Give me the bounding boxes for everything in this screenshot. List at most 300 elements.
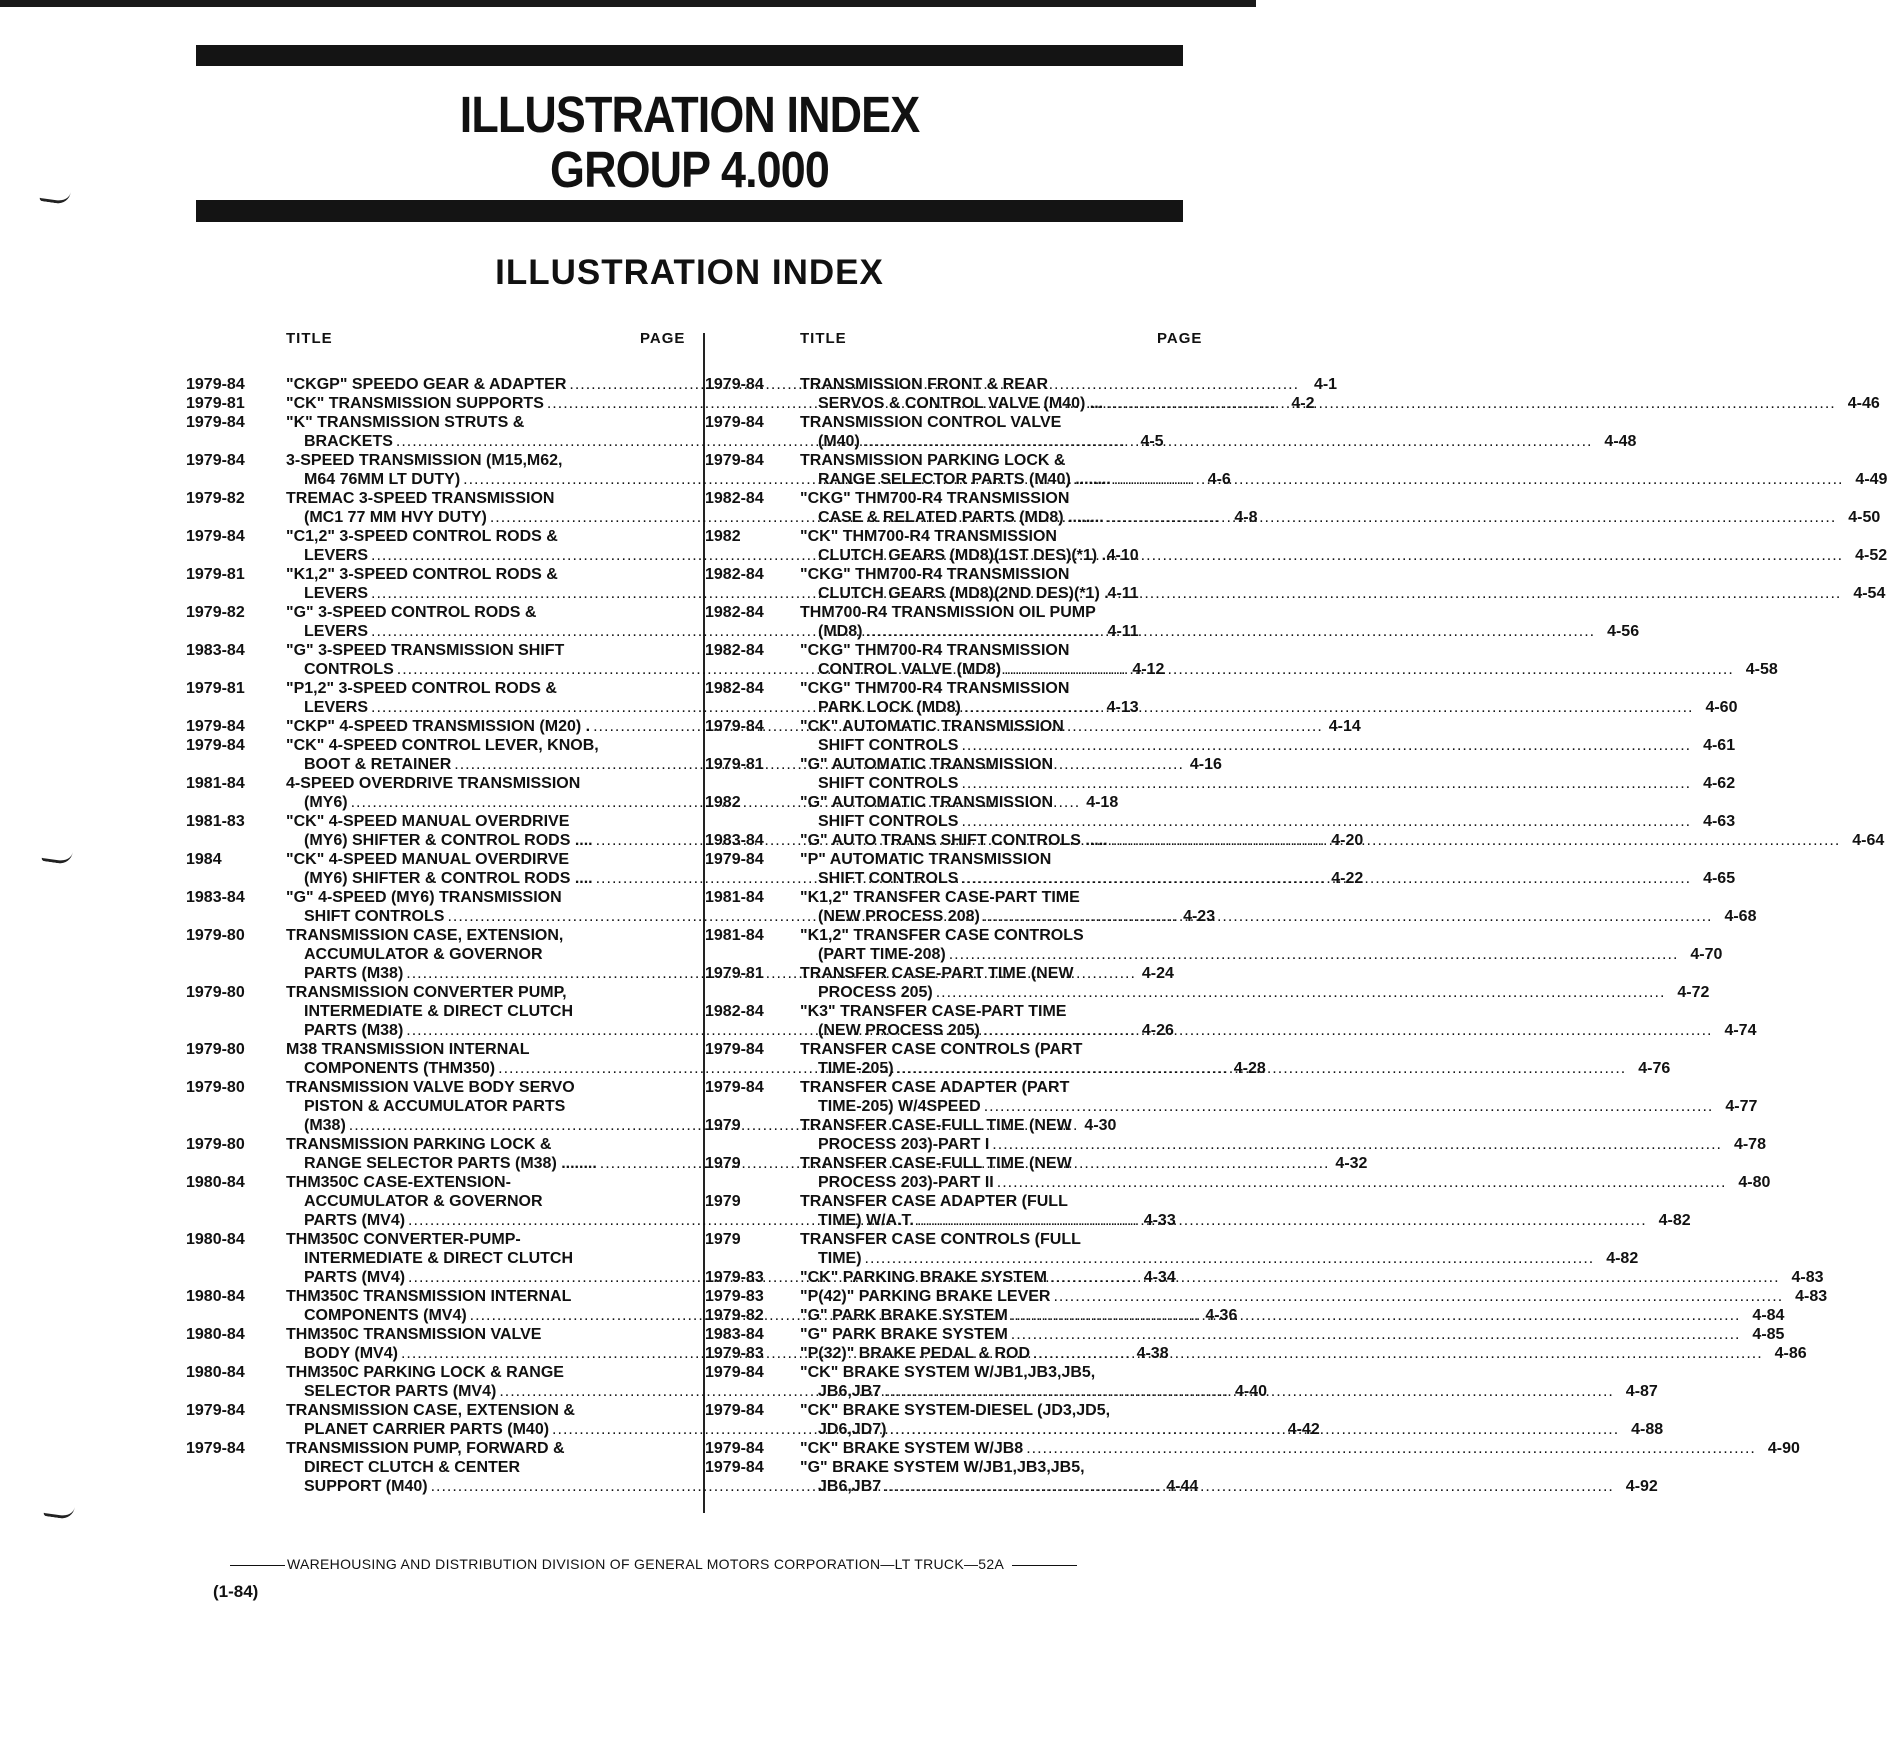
entry-years: 1979-82 <box>186 490 245 507</box>
entry-page-number: 4-78 <box>1733 1136 1766 1153</box>
entry-title-line <box>800 508 1836 527</box>
entry-page-number: 4-68 <box>1724 908 1757 925</box>
entry-page-number: 4-33 <box>1143 1212 1176 1229</box>
footer-credit <box>230 1556 1077 1572</box>
entry-page-number: 4-24 <box>1141 965 1174 982</box>
entry-page-number: 4-32 <box>1335 1155 1368 1172</box>
dot-leader <box>1111 831 1841 850</box>
entry-years: 1979 <box>705 1193 741 1210</box>
dot-leader <box>961 736 1691 755</box>
entry-title-text: TRANSMISSION FRONT & REAR <box>800 376 1048 393</box>
entry-title-text: (NEW PROCESS 208) <box>818 908 980 925</box>
entry-title-text: "CK" 4-SPEED CONTROL LEVER, KNOB, <box>286 737 599 754</box>
entry-title-text: "CK" BRAKE SYSTEM W/JB1,JB3,JB5, <box>800 1364 1096 1381</box>
entry-title-line <box>800 413 1592 432</box>
entry-page-number: 4-34 <box>1143 1269 1176 1286</box>
entry-title-text: TRANSMISSION CONTROL VALVE <box>800 414 1062 431</box>
entry-page-number: 4-23 <box>1183 908 1216 925</box>
entry-title-line <box>800 1097 1713 1116</box>
entry-years: 1979-84 <box>705 414 764 431</box>
entry-years: 1981-84 <box>705 889 764 906</box>
entry-page-number: 4-77 <box>1725 1098 1758 1115</box>
entry-title-line <box>800 812 1691 831</box>
entry-page-number: 4-65 <box>1703 870 1736 887</box>
entry-title-text: PROCESS 205) <box>818 984 933 1001</box>
dot-leader <box>917 1211 1647 1230</box>
entry-title <box>800 1325 1740 1344</box>
entry-title-text: "G" 3-SPEED TRANSMISSION SHIFT <box>286 642 565 659</box>
entry-title-line <box>800 451 1843 470</box>
entry-title-line <box>800 1420 1619 1439</box>
entry-title <box>800 413 1592 451</box>
entry-years: 1979-84 <box>705 851 764 868</box>
revision-date: (1-84) <box>213 1582 259 1601</box>
entry-title-line <box>800 736 1691 755</box>
entry-title-text: "P1,2" 3-SPEED CONTROL RODS & <box>286 680 557 697</box>
entry-title-text: THM700-R4 TRANSMISSION OIL PUMP <box>800 604 1096 621</box>
entry-title-line <box>800 1249 1594 1268</box>
entry-title-text: "C1,2" 3-SPEED CONTROL RODS & <box>286 528 558 545</box>
entry-title-text: "CKG" THM700-R4 TRANSMISSION <box>800 490 1070 507</box>
entry-years: 1983-84 <box>186 642 245 659</box>
entry-title-line <box>800 1439 1756 1458</box>
entry-years: 1982-84 <box>705 1003 764 1020</box>
entry-years: 1980-84 <box>186 1326 245 1343</box>
entry-years: 1979-80 <box>186 1136 245 1153</box>
dot-leader <box>1106 394 1836 413</box>
dot-leader <box>936 983 1666 1002</box>
entry-years: 1979-84 <box>186 1440 245 1457</box>
entry-title-text: "CK" PARKING BRAKE SYSTEM <box>800 1269 1047 1286</box>
entry-title-text: TRANSMISSION VALVE BODY SERVO <box>286 1079 575 1096</box>
entry-title-text: SHIFT CONTROLS <box>818 737 959 754</box>
entry-years: 1979-84 <box>186 414 245 431</box>
entry-years: 1979-80 <box>186 1041 245 1058</box>
entry-title-line <box>800 907 1712 926</box>
entry-title-line <box>800 1173 1726 1192</box>
entry-title <box>800 1458 1614 1496</box>
entry-title-text: THM350C TRANSMISSION VALVE <box>286 1326 542 1343</box>
dot-leader <box>992 1135 1722 1154</box>
entry-title-line <box>800 1040 1626 1059</box>
entry-title-text: "CK" THM700-R4 TRANSMISSION <box>800 528 1057 545</box>
entry-years: 1980-84 <box>186 1288 245 1305</box>
entry-page-number: 4-11 <box>1107 585 1139 602</box>
index-entry <box>705 1344 1807 1363</box>
entry-title <box>800 375 1836 413</box>
entry-title-text: PLANET CARRIER PARTS (M40) <box>304 1421 550 1438</box>
entry-title-line <box>800 1477 1614 1496</box>
index-entry <box>705 1287 1828 1306</box>
entry-title-text: "G" AUTOMATIC TRANSMISSION <box>800 794 1054 811</box>
dot-leader <box>865 622 1595 641</box>
entry-title-line <box>800 641 1734 660</box>
entry-title-text: TRANSMISSION CASE, EXTENSION, <box>286 927 564 944</box>
index-entry <box>705 565 1886 603</box>
entry-years: 1979-84 <box>705 1440 764 1457</box>
entry-title-text: TIME-205) W/4SPEED <box>818 1098 981 1115</box>
entry-title-text: BRACKETS <box>304 433 393 450</box>
dot-leader <box>1004 660 1734 679</box>
entry-title-text: JB6,JB7 <box>818 1383 882 1400</box>
entry-title <box>800 926 1678 964</box>
entry-title-text: SELECTOR PARTS (MV4) <box>304 1383 497 1400</box>
header-band-top <box>196 45 1183 66</box>
entry-years: 1982-84 <box>705 680 764 697</box>
index-entry <box>705 527 1887 565</box>
entry-title-text: LEVERS <box>304 585 369 602</box>
entry-title-text: "G" 4-SPEED (MY6) TRANSMISSION <box>286 889 562 906</box>
entry-page-number: 4-18 <box>1086 794 1119 811</box>
entry-years: 1979-82 <box>705 1307 764 1324</box>
entry-title-text: (MY6) <box>304 794 348 811</box>
entry-title-text: "G" 3-SPEED CONTROL RODS & <box>286 604 537 621</box>
top-border-rule <box>0 0 1256 7</box>
entry-title-text: DIRECT CLUTCH & CENTER <box>304 1459 520 1476</box>
entry-title-text: RANGE SELECTOR PARTS (M38) ........ <box>304 1155 597 1172</box>
entry-title-text: "CKGP" SPEEDO GEAR & ADAPTER <box>286 376 567 393</box>
entry-title-text: TREMAC 3-SPEED TRANSMISSION <box>286 490 555 507</box>
entry-page-number: 4-85 <box>1752 1326 1785 1343</box>
entry-title-text: THM350C TRANSMISSION INTERNAL <box>286 1288 572 1305</box>
entry-title-text: TRANSMISSION CONVERTER PUMP, <box>286 984 567 1001</box>
entry-title <box>800 717 1691 755</box>
entry-years: 1982 <box>705 794 741 811</box>
entry-page-number: 4-82 <box>1606 1250 1639 1267</box>
entry-title-line <box>800 964 1665 983</box>
dot-leader <box>983 1021 1713 1040</box>
entry-title-line <box>800 660 1734 679</box>
entry-title-text: PARTS (MV4) <box>304 1269 406 1286</box>
entry-title-text: (M38) <box>304 1117 346 1134</box>
entry-page-number: 4-62 <box>1703 775 1736 792</box>
entry-title-text: (M40) <box>818 433 860 450</box>
entry-years: 1979-84 <box>186 376 245 393</box>
entry-title-line <box>800 869 1691 888</box>
entry-years: 1979-84 <box>186 528 245 545</box>
entry-page-number: 4-20 <box>1331 832 1364 849</box>
index-entry <box>705 1192 1691 1230</box>
entry-title-text: CLUTCH GEARS (MD8)(2ND DES)(*1) . <box>818 585 1109 602</box>
dot-leader <box>1113 546 1843 565</box>
entry-title-line <box>800 1325 1740 1344</box>
entry-years: 1981-84 <box>186 775 245 792</box>
entry-years: 1979-80 <box>186 927 245 944</box>
entry-page-number: 4-36 <box>1205 1307 1238 1324</box>
entry-title-line <box>800 546 1843 565</box>
entry-title-line <box>800 1401 1619 1420</box>
entry-title-line <box>800 1021 1712 1040</box>
entry-years: 1979-81 <box>705 756 764 773</box>
entry-title-line <box>800 1078 1713 1097</box>
entry-years: 1979-80 <box>186 984 245 1001</box>
entry-title-text: COMPONENTS (MV4) <box>304 1307 467 1324</box>
dot-leader <box>961 812 1691 831</box>
entry-title-line <box>800 1154 1726 1173</box>
entry-title-text: ACCUMULATOR & GOVERNOR <box>304 946 543 963</box>
entry-page-number: 4-5 <box>1140 433 1164 450</box>
index-entry <box>705 679 1738 717</box>
entry-title-line <box>800 926 1678 945</box>
dot-leader <box>961 869 1691 888</box>
entry-title-line <box>800 1211 1647 1230</box>
entry-title-text: (MY6) SHIFTER & CONTROL RODS .... <box>304 832 593 849</box>
entry-title-text: TIME) W/A.T. <box>818 1212 914 1229</box>
entry-years: 1980-84 <box>186 1174 245 1191</box>
dot-leader <box>1107 508 1837 527</box>
footer-rule-right <box>1012 1565 1077 1566</box>
entry-title-line <box>800 1363 1614 1382</box>
entry-title-line <box>800 1287 1783 1306</box>
entry-page-number: 4-90 <box>1767 1440 1800 1457</box>
dot-leader <box>1114 470 1844 489</box>
entry-title <box>800 1363 1614 1401</box>
dot-leader <box>1011 1325 1741 1344</box>
dot-leader <box>897 1059 1627 1078</box>
entry-page-number: 4-86 <box>1774 1345 1807 1362</box>
entry-page-number: 4-76 <box>1638 1060 1671 1077</box>
entry-title-line <box>800 489 1836 508</box>
entry-years: 1980-84 <box>186 1231 245 1248</box>
page-title-line2: GROUP 4.000 <box>550 141 829 198</box>
entry-page-number: 4-2 <box>1291 395 1315 412</box>
entry-page-number: 4-8 <box>1234 509 1258 526</box>
footer-text: WAREHOUSING AND DISTRIBUTION DIVISION OF GENERAL MOTORS CORPORATION—LT TRUCK—52A <box>287 1556 1005 1572</box>
entry-title-text: PARTS (MV4) <box>304 1212 406 1229</box>
entry-years: 1982 <box>705 528 741 545</box>
entry-title-line <box>800 1135 1722 1154</box>
dot-leader <box>1053 1287 1783 1306</box>
entry-page-number: 4-6 <box>1207 471 1231 488</box>
entry-page-number: 4-48 <box>1604 433 1637 450</box>
entry-title-line <box>800 1002 1712 1021</box>
entry-page-number: 4-40 <box>1234 1383 1267 1400</box>
left-title-column-header: TITLE <box>286 330 333 347</box>
entry-title-line <box>800 1059 1626 1078</box>
entry-title-line <box>800 1268 1780 1287</box>
index-entry <box>705 1230 1639 1268</box>
entry-title-text: "K" TRANSMISSION STRUTS & <box>286 414 525 431</box>
entry-title-text: "CK" 4-SPEED MANUAL OVERDIRVE <box>286 851 570 868</box>
entry-years: 1979-83 <box>705 1269 764 1286</box>
entry-title <box>800 1116 1722 1154</box>
entry-title-text: CASE & RELATED PARTS (MD8) ........ <box>818 509 1104 526</box>
entry-years: 1979-84 <box>705 1459 764 1476</box>
entry-title-line <box>800 1230 1594 1249</box>
entry-title-line <box>800 1192 1647 1211</box>
entry-page-number: 4-64 <box>1852 832 1885 849</box>
entry-page-number: 4-83 <box>1795 1288 1828 1305</box>
entry-years: 1979 <box>705 1155 741 1172</box>
entry-page-number: 4-38 <box>1136 1345 1169 1362</box>
entry-title-text: "K1,2" TRANSFER CASE-PART TIME <box>800 889 1080 906</box>
entry-title-line <box>800 1306 1740 1325</box>
entry-title <box>800 641 1734 679</box>
entry-title <box>800 1268 1780 1287</box>
entry-page-number: 4-52 <box>1855 547 1887 564</box>
entry-page-number: 4-74 <box>1724 1022 1757 1039</box>
entry-years: 1979-84 <box>186 737 245 754</box>
entry-page-number: 4-49 <box>1855 471 1887 488</box>
entry-title-text: TRANSFER CASE-FULL TIME (NEW <box>800 1117 1072 1134</box>
index-entry <box>705 1078 1758 1116</box>
entry-title-text: "P" AUTOMATIC TRANSMISSION <box>800 851 1052 868</box>
entry-title <box>800 489 1836 527</box>
entry-years: 1983-84 <box>705 1326 764 1343</box>
entry-title-text: "CK" AUTOMATIC TRANSMISSION <box>800 718 1064 735</box>
entry-years: 1979-84 <box>705 1079 764 1096</box>
entry-page-number: 4-50 <box>1848 509 1881 526</box>
entry-title-text: "CKG" THM700-R4 TRANSMISSION <box>800 680 1070 697</box>
entry-title-text: INTERMEDIATE & DIRECT CLUTCH <box>304 1250 574 1267</box>
section-subtitle: ILLUSTRATION INDEX <box>495 253 884 292</box>
entry-title-text: THM350C PARKING LOCK & RANGE <box>286 1364 564 1381</box>
entry-title-text: TRANSMISSION CASE, EXTENSION & <box>286 1402 575 1419</box>
entry-title <box>800 1230 1594 1268</box>
dot-leader <box>983 907 1713 926</box>
dot-leader <box>889 1420 1619 1439</box>
entry-title <box>800 831 1840 850</box>
entry-title-line <box>800 717 1691 736</box>
entry-title-text: BODY (MV4) <box>304 1345 398 1362</box>
index-entry <box>705 1325 1785 1344</box>
index-entry <box>705 926 1723 964</box>
entry-title-line <box>800 850 1691 869</box>
index-entry <box>705 964 1710 1002</box>
entry-title-text: CONTROLS <box>304 661 394 678</box>
entry-title-line <box>800 1458 1614 1477</box>
entry-title <box>800 1154 1726 1192</box>
entry-title <box>800 603 1595 641</box>
entry-title <box>800 1192 1647 1230</box>
entry-title-text: "G" AUTO TRANS SHIFT CONTROLS ..... <box>800 832 1108 849</box>
entry-title-text: "CKG" THM700-R4 TRANSMISSION <box>800 642 1070 659</box>
dot-leader <box>1033 1344 1763 1363</box>
entry-title-text: TIME) <box>818 1250 862 1267</box>
entry-title-text: PROCESS 203)-PART I <box>818 1136 990 1153</box>
entry-title-text: TRANSFER CASE ADAPTER (PART <box>800 1079 1070 1096</box>
entry-title-text: TRANSFER CASE CONTROLS (FULL <box>800 1231 1081 1248</box>
entry-title <box>800 1078 1713 1116</box>
dot-leader <box>1026 1439 1756 1458</box>
entry-title-text: PROCESS 203)-PART II <box>818 1174 994 1191</box>
index-entry <box>705 1268 1824 1287</box>
entry-page-number: 4-46 <box>1847 395 1880 412</box>
entry-title-line <box>800 622 1595 641</box>
entry-title-line <box>800 945 1678 964</box>
entry-title-text: (MY6) SHIFTER & CONTROL RODS .... <box>304 870 593 887</box>
index-entry <box>705 1002 1757 1040</box>
dot-leader <box>884 1382 1614 1401</box>
entry-title <box>800 755 1691 793</box>
entry-years: 1979-82 <box>186 604 245 621</box>
entry-page-number: 4-42 <box>1287 1421 1320 1438</box>
entry-years: 1983-84 <box>705 832 764 849</box>
entry-title-line <box>800 1116 1722 1135</box>
entry-page-number: 4-28 <box>1233 1060 1266 1077</box>
entry-page-number: 4-72 <box>1677 984 1710 1001</box>
entry-title-text: LEVERS <box>304 547 369 564</box>
entry-page-number: 4-88 <box>1631 1421 1664 1438</box>
entry-title-text: PARK LOCK (MD8) <box>818 699 961 716</box>
entry-title-text: BOOT & RETAINER <box>304 756 452 773</box>
dot-leader <box>863 432 1593 451</box>
entry-title-text: TRANSFER CASE ADAPTER (FULL <box>800 1193 1068 1210</box>
entry-page-number: 4-14 <box>1328 718 1361 735</box>
entry-title-text: CLUTCH GEARS (MD8)(1ST DES)(*1) .. <box>818 547 1111 564</box>
entry-page-number: 4-12 <box>1132 661 1165 678</box>
entry-years: 1979-83 <box>705 1288 764 1305</box>
dot-leader <box>984 1097 1714 1116</box>
entry-title-text: LEVERS <box>304 623 369 640</box>
entry-title-text: SHIFT CONTROLS <box>304 908 445 925</box>
entry-title-text: PISTON & ACCUMULATOR PARTS <box>304 1098 566 1115</box>
entry-title-text: CONTROL VALVE (MD8) <box>818 661 1002 678</box>
entry-title <box>800 793 1691 831</box>
entry-title-line <box>800 983 1665 1002</box>
entry-title-text: "G" BRAKE SYSTEM W/JB1,JB3,JB5, <box>800 1459 1085 1476</box>
index-entry <box>705 1439 1800 1458</box>
entry-title-text: 4-SPEED OVERDRIVE TRANSMISSION <box>286 775 581 792</box>
entry-title <box>800 679 1693 717</box>
entry-title-text: COMPONENTS (THM350) <box>304 1060 496 1077</box>
entry-title-text: "CKG" THM700-R4 TRANSMISSION <box>800 566 1070 583</box>
entry-title-line <box>800 603 1595 622</box>
binder-hole-mark <box>43 1503 75 1520</box>
entry-title-line <box>800 584 1841 603</box>
entry-page-number: 4-70 <box>1690 946 1723 963</box>
entry-title-text: JD6,JD7) <box>818 1421 887 1438</box>
entry-years: 1979-84 <box>186 718 245 735</box>
entry-title-line <box>800 888 1712 907</box>
footer-rule-left <box>230 1565 285 1566</box>
entry-page-number: 4-80 <box>1738 1174 1771 1191</box>
entry-years: 1979-84 <box>705 452 764 469</box>
entry-title-text: PARTS (M38) <box>304 1022 404 1039</box>
dot-leader <box>1112 584 1842 603</box>
entry-page-number: 4-87 <box>1625 1383 1658 1400</box>
entry-title-text: TRANSFER CASE-FULL TIME (NEW <box>800 1155 1072 1172</box>
entry-years: 1979-84 <box>186 1402 245 1419</box>
entry-title <box>800 964 1665 1002</box>
dot-leader <box>964 698 1694 717</box>
entry-page-number: 4-1 <box>1313 376 1338 393</box>
dot-leader <box>1050 1268 1780 1287</box>
entry-page-number: 4-61 <box>1703 737 1736 754</box>
entry-years: 1979 <box>705 1117 741 1134</box>
entry-title-line <box>800 679 1693 698</box>
entry-title-text: (MC1 77 MM HVY DUTY) <box>304 509 487 526</box>
entry-title-text: (MD8) <box>818 623 863 640</box>
entry-title-text: THM350C CONVERTER-PUMP- <box>286 1231 521 1248</box>
entry-years: 1979-80 <box>186 1079 245 1096</box>
entry-page-number: 4-83 <box>1791 1269 1824 1286</box>
entry-years: 1982-84 <box>705 642 764 659</box>
entry-title-line <box>800 565 1841 584</box>
entry-page-number: 4-26 <box>1141 1022 1174 1039</box>
entry-title-text: TRANSMISSION PUMP, FORWARD & <box>286 1440 565 1457</box>
entry-title-text: ACCUMULATOR & GOVERNOR <box>304 1193 543 1210</box>
entry-title-text: (NEW PROCESS 205) <box>818 1022 980 1039</box>
index-entry <box>705 755 1736 793</box>
entry-title-text: TRANSFER CASE-PART TIME (NEW <box>800 965 1074 982</box>
entry-years: 1979-81 <box>186 566 245 583</box>
entry-title-text: "K3" TRANSFER CASE-PART TIME <box>800 1003 1067 1020</box>
entry-title-line <box>800 831 1840 850</box>
entry-page-number: 4-13 <box>1106 699 1139 716</box>
index-entry <box>705 603 1640 641</box>
entry-title-text: "P(42)" PARKING BRAKE LEVER <box>800 1288 1051 1305</box>
